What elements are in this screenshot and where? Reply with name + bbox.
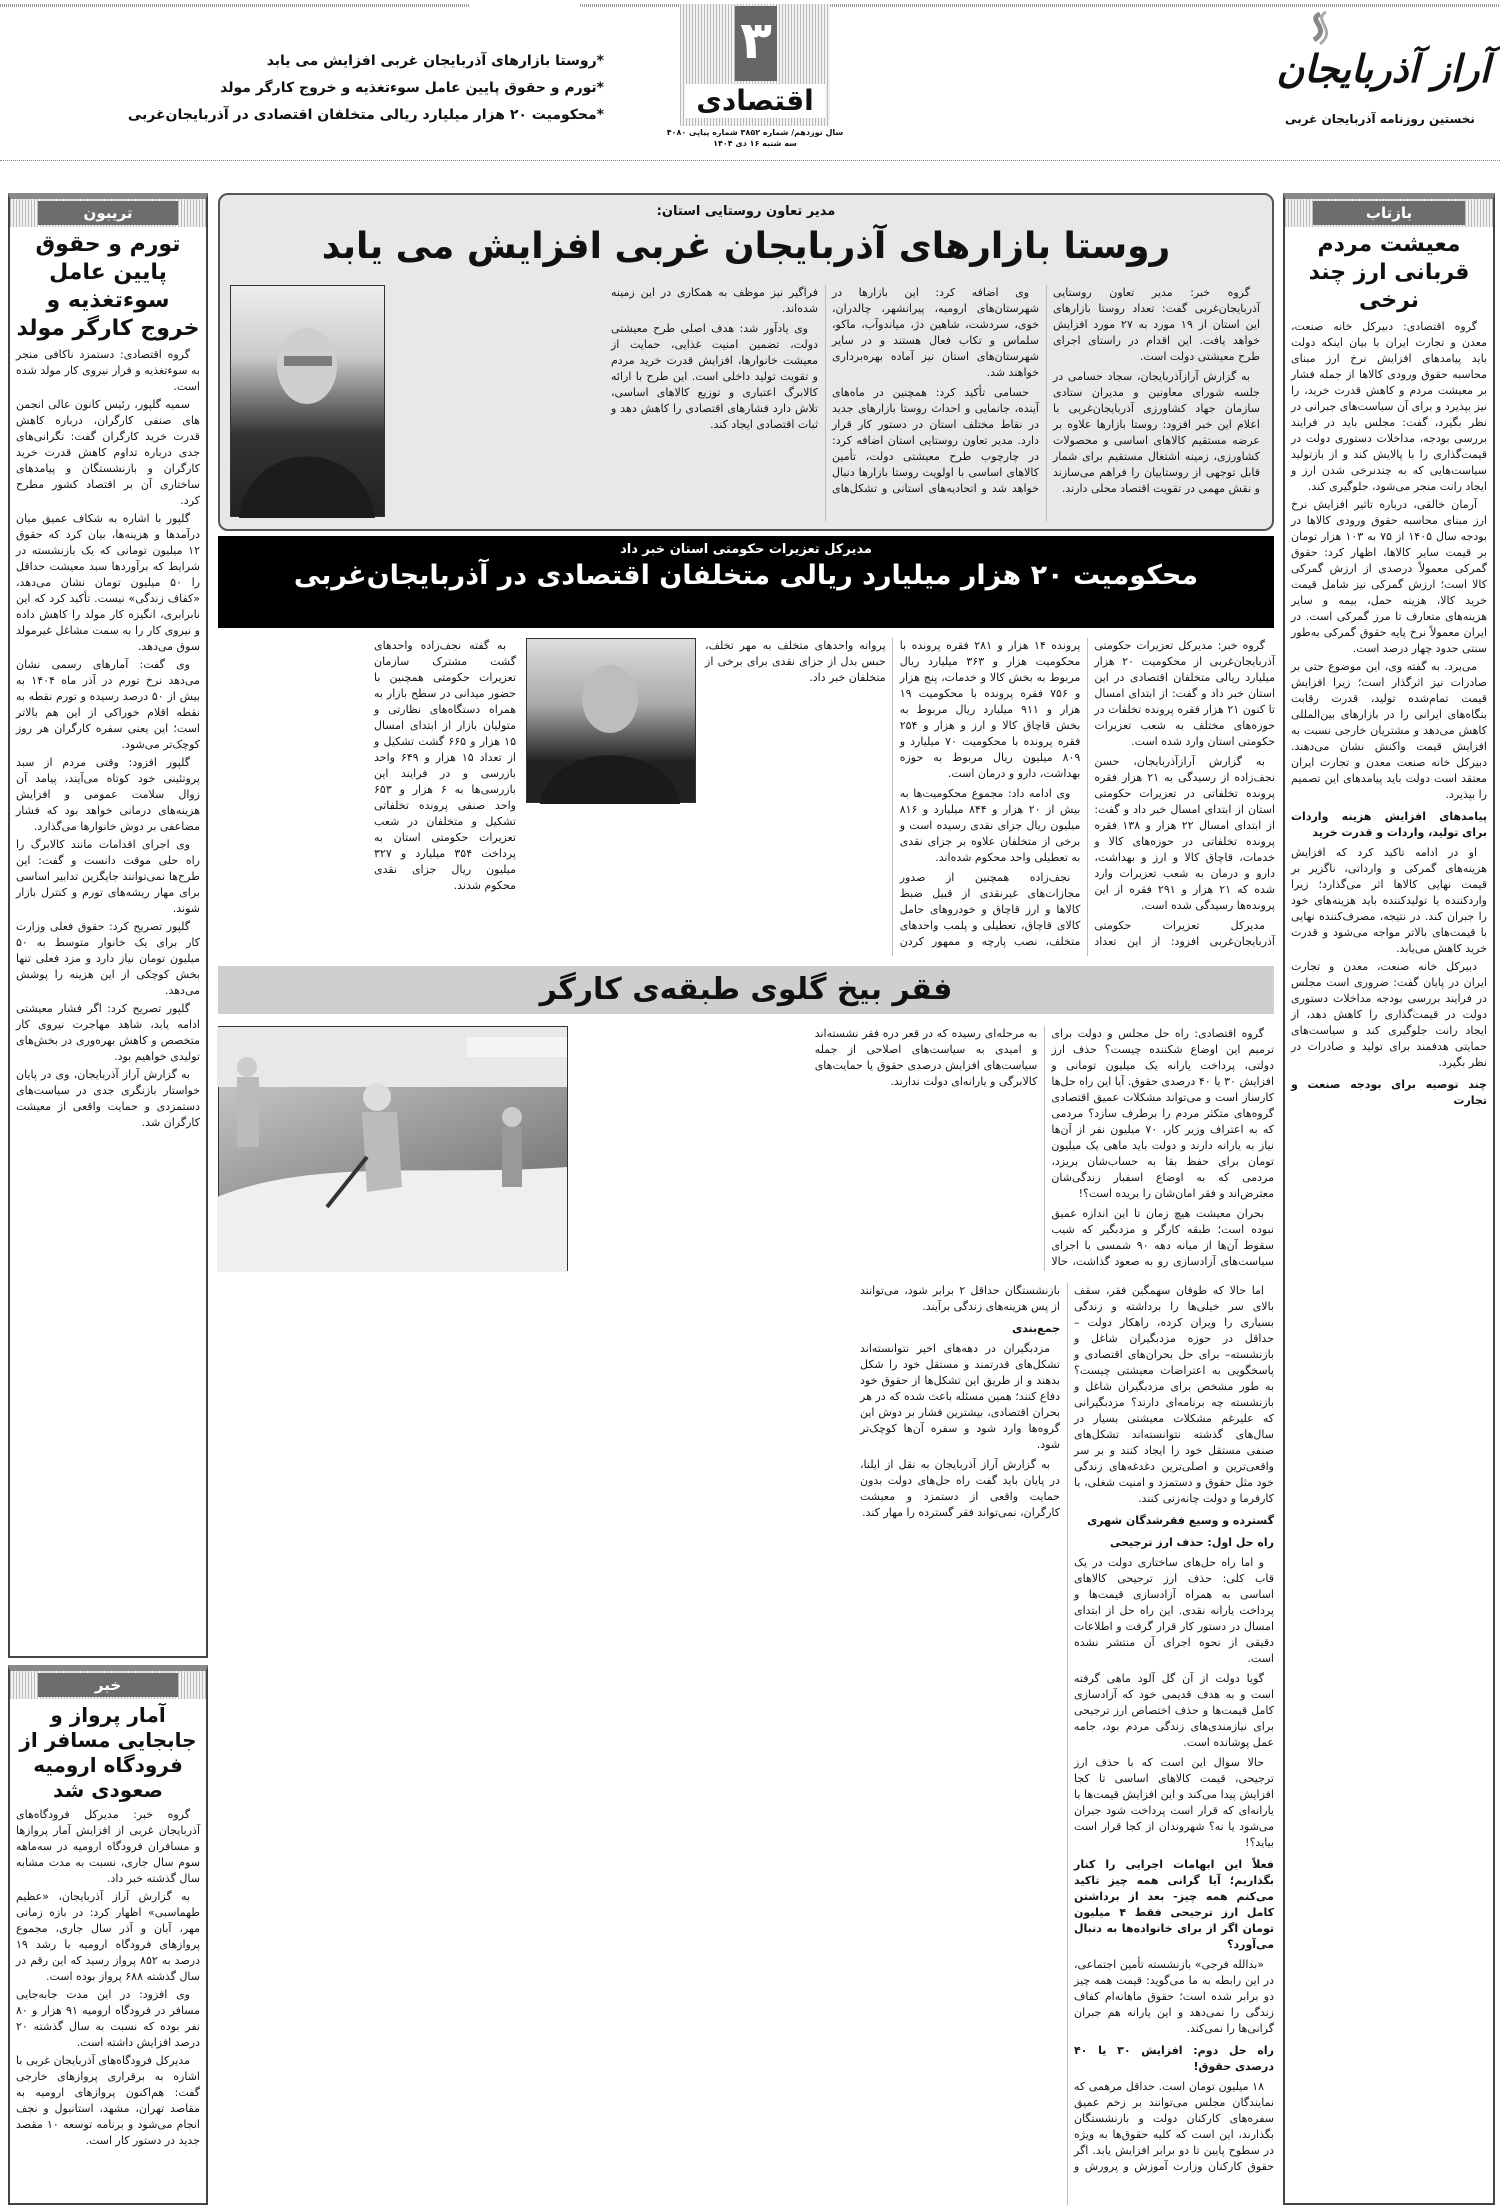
masthead-rule-left bbox=[0, 4, 470, 7]
paragraph: او در ادامه تاکید کرد که افزایش هزینه‌های گمرکی و وارداتی، ناگزیر بر قیمت نهایی کالاها اثر می‌گذارد؛ زیرا واردکننده یا تولیدکننده باید هزینه‌های خود را جبران کند. در نتیجه، مصرف‌کننده نهایی با قیمت‌های بالاتر مواجه می‌شود و قدرت خرید کاهش می‌یابد. bbox=[1291, 846, 1487, 955]
paragraph: گویا دولت از آن گل آلود ماهی گرفته است و به هدف قدیمی خود که آزادسازی کامل قیمت‌ها و حذف اختصاص ارز ترجیحی برای نیازمندی‌های زندگی مردم بود، جامه عمل پوشانده است. bbox=[1074, 1672, 1274, 1749]
news-box bbox=[8, 1665, 208, 2205]
article3-body bbox=[218, 1283, 1274, 2205]
official-portrait-photo bbox=[230, 285, 385, 517]
paragraph: بحران معیشت هیچ زمان تا این اندازه عمیق نبوده است؛ طبقه کارگر و مزدبگیر که شیب سقوط آن‌ها از میانه دهه ۹۰ شمسی با اجرای سیاست‌های آزادسازی رو به صعود گذاشت، حالا به مرحله‌ای رسیده که در قعر دره فقر نشسته‌اند و امیدی به سیاست‌های اصلاحی از جمله سیاست‌های افزایش درصدی حقوق یا حمایت‌های کالابرگی و یارانه‌ای دولت ندارند. bbox=[814, 1027, 1274, 1268]
section-box bbox=[680, 4, 830, 126]
article1-headline[interactable]: روستا بازارهای آذربایجان غربی افزایش می یابد bbox=[321, 226, 1171, 267]
paragraph: گروه اقتصادی: دستمزد ناکافی منجر به سوءتغذیه و فرار نیروی کار مولد شده است. bbox=[16, 348, 200, 393]
paragraph: آرمان خالقی، درباره تاثیر افزایش نرخ ارز مبنای محاسبه حقوق ورودی کالاها در بودجه سال ۱۴۰۵ از ۷۵ به ۱۰۳ هزار تومان بر قیمت سایر کالاها، اظهار کرد: حقوق گمرکی معمولاً درصدی از ارزش گمرکی کالا است؛ ارزش گمرکی نیز شامل قیمت خرید کالا، هزینه حمل، بیمه و سایر هزینه‌های متعارف تا مرز گمرکی است. در ایران معمولاً نرخ پایه حقوق گمرکی به‌طور سنتی حدود چهار درصد است. bbox=[1291, 498, 1487, 655]
section-label-tribune: تریبون bbox=[38, 201, 178, 225]
paragraph: ۱۸ میلیون تومان است. حداقل مرهمی که نمایندگان مجلس می‌توانند بر زخم عمیق سفره‌های کارکنان دولت و بازنشستگان بگذارند، این است که کلیه حقوق‌ها به ویژه در سطوح پایین تا دو برابر افزایش یابد. اگر حقوق کارکنان وزارت آموزش و پرورش و بازنشستگان حداقل ۲ برابر شود، می‌توانند از پس هزینه‌های زندگی برآیند. bbox=[860, 1284, 1274, 2173]
paragraph: و اما راه حل‌های ساختاری دولت در یک قاب کلی: حذف ارز ترجیحی کالاهای اساسی به همراه آزادسازی قیمت‌ها و پرداخت یارانه نقدی. این راه حل از ابتدای امسال در دستور کار قرار گرفت و اطلاعات دقیقی از نحوه اجرای آن منتشر نشده است. bbox=[1074, 1556, 1274, 1665]
article1-kicker: مدیر تعاون روستایی استان: bbox=[656, 204, 836, 219]
paragraph: «بدالله فرجی» بازنشسته تأمین اجتماعی، در این رابطه به ما می‌گوید: قیمت همه چیز دو برابر شده است؛ حقوق ماهانه‌ام کفاف زندگی را نمی‌دهد و این یارانه هم جبران گرانی‌ها را نمی‌کند. bbox=[1074, 1958, 1274, 2035]
paragraph: می‌برد. به گفته وی، این موضوع حتی بر صادرات نیز اثرگذار است؛ زیرا افزایش قیمت تمام‌شده تولید، قدرت رقابت بنگاه‌های ایرانی را در بازارهای بین‌المللی کاهش می‌دهد و مشتریان خارجی نسبت به افزایش قیمت واکنش نشان می‌دهند. دبیرکل خانه صنعت معدن و تجارت ایران معتقد است دولت باید پیامدهای این تصمیم را بپذیرد. bbox=[1291, 660, 1487, 801]
article2-headline[interactable]: محکومیت ۲۰ هزار میلیارد ریالی متخلفان اقتصادی در آذربایجان‌غربی bbox=[293, 560, 1199, 591]
teaser-list bbox=[4, 48, 604, 129]
paragraph: سمیه گلپور، رئیس کانون عالی انجمن های صنفی کارگران، درباره کاهش قدرت خرید کارگران گفت: نگرانی‌های جدی درباره تداوم کاهش قدرت خرید کارگران و بازنشستگان و پیامدهای ساختاری آن بر اقتصاد کشور مطرح کرد. bbox=[16, 398, 200, 507]
paragraph: وی ادامه داد: مجموع محکومیت‌ها به بیش از ۲۰ هزار و ۸۴۴ میلیارد و ۸۱۶ میلیون ریال جزای نقدی رسیده است و برخی از متخلفان علاوه بر جزای نقدی به تعطیلی واحد محکوم شده‌اند. bbox=[899, 787, 1081, 864]
paragraph: به گزارش آراز آذربایجان، «عظیم طهماسبی» اظهار کرد: در بازه زمانی مهر، آبان و آذر سال جاری، مجموع پروازهای فرودگاه ارومیه با رشد ۱۹ درصد به ۸۵۲ پرواز رسید که این رقم در سال گذشته ۶۸۸ پرواز بوده است. bbox=[16, 1890, 201, 1983]
paragraph: گلپور تصریح کرد: حقوق فعلی وزارت کار برای یک خانوار متوسط به ۵۰ میلیون تومان نیاز دارد و مزد فعلی تنها بخش کوچکی از این هزینه را پوشش می‌دهد. bbox=[16, 920, 200, 997]
article3-subhead: گسترده و وسیع فقرشدگان شهری bbox=[1087, 1514, 1274, 1527]
article3-subhead: فعلاً این ابهامات اجرایی را کنار بگذاریم؛ آیا گرانی همه چیز تاکید می‌کنم همه چیز- بعد از برداشتن کامل ارز ترجیحی فقط ۴ میلیون تومان اگر از برای خانواده‌ها به دنبال می‌آورد؟ bbox=[1074, 1858, 1274, 1951]
paragraph: گلپور تصریح کرد: اگر فشار معیشتی ادامه یابد، شاهد مهاجرت نیروی کار متخصص و کاهش بهره‌وری در بخش‌های تولیدی خواهیم بود. bbox=[16, 1002, 200, 1063]
baztab-paragraphs bbox=[1291, 319, 1487, 803]
article3-part4 bbox=[860, 1341, 1060, 1521]
paragraph: مدیرکل تعزیرات حکومتی آذربایجان‌غربی افزود: از این تعداد پرونده ۱۴ هزار و ۲۸۱ فقره پرونده با محکومیت هزار و ۳۶۳ میلیارد ریال مربوط به بخش کالا و خدمات، پنج هزار و ۷۵۶ فقره پرونده با محکومیت ۱۹ هزار و ۹۱۱ میلیارد ریال مربوط به بخش قاچاق کالا و ارز و هزار و ۲۵۴ فقره پرونده با محکومیت ۷۰ میلیارد و ۸۰۹ میلیون ریال مربوط به حوزه بهداشت، دارو و درمان است. bbox=[899, 639, 1275, 948]
paragraph: وی اجرای اقدامات مانند کالابرگ را راه حلی موقت دانست و گفت: این طرح‌ها نمی‌توانند جایگزین تدابیر اساسی برای مهار ریشه‌های تورم و کنترل بازار شوند. bbox=[16, 838, 200, 915]
article2-body-right bbox=[705, 638, 1275, 956]
baztab-headline[interactable]: معیشت مردم قربانی ارز چند نرخی bbox=[1308, 232, 1470, 313]
tazirat-banner bbox=[218, 536, 1274, 628]
paragraph: به گزارش آراز آذربایجان، وی در پایان خواستار بازنگری جدی در سیاست‌های دستمزدی و حمایت واقعی از معیشت کارگران شد. bbox=[16, 1068, 200, 1129]
baztab-box bbox=[1283, 193, 1495, 2205]
section-label-baztab: بازتاب bbox=[1313, 201, 1465, 225]
logo-text: آراز آذربایجان bbox=[1276, 46, 1490, 91]
paragraph: به گزارش آراز آذربایجان به نقل از ایلنا، در پایان باید گفت راه حل‌های دولت بدون حمایت واقعی از دستمزد و معیشت کارگران، نمی‌تواند فقر گسترده را مهار کند. bbox=[860, 1458, 1060, 1519]
paragraph: گروه اقتصادی: دبیرکل خانه صنعت، معدن و تجارت ایران با بیان اینکه دولت باید پیامدهای افزایش نرخ ارز مبنای محاسبه حقوق ورودی کالاها از جمله فشار بر معیشت مردم و کاهش قدرت خرید، را نیز بپذیرد و برای آن سیاست‌های جبرانی در نظر بگیرد، گفت: مجلس باید در فرایند بررسی بودجه، مداخلات دستوری دولت در قیمت‌گذاری را با پالایش کند و از بازتولید سیاست‌هایی که به چندنرخی شدن ارز و ایجاد رانت منجر می‌شود، جلوگیری کند. bbox=[1291, 320, 1487, 493]
paragraph: مدیرکل فرودگاه‌های آذربایجان غربی با اشاره به برقراری پروازهای خارجی گفت: هم‌اکنون پروازهای ارومیه به مقاصد تهران، مشهد، استانبول و نجف انجام می‌شود و برنامه توسعه ۱۰ مقصد جدید در دستور کار است. bbox=[16, 2054, 200, 2147]
tribune-headline[interactable]: تورم و حقوق پایین عامل سوءتغذیه و خروج کارگر مولد bbox=[16, 232, 200, 341]
paragraph: نجف‌زاده همچنین از صدور مجازات‌های غیرنقدی از قبیل ضبط کالاها و ارز قاچاق و خودروهای حامل کالای قاچاق، تعطیلی و پلمب واحدهای متخلف، نصب پارچه و ممهور کردن پروانه واحدهای متخلف به مهر تخلف، حبس بدل از جزای نقدی برای برخی از متخلفان خبر داد. bbox=[705, 639, 1081, 948]
paragraph: گروه خبر: مدیرکل فرودگاه‌های آذربایجان غربی از افزایش آمار پروازها و مسافران فرودگاه ارومیه در سه‌ماهه سوم سال جاری، نسبت به مدت مشابه سال گذشته خبر داد. bbox=[16, 1808, 200, 1885]
issue-line: سال نوزدهم/ شماره ۳۸۵۲ شماره پیاپی ۴۰۸۰ bbox=[666, 128, 844, 137]
paragraph: وی گفت: آمارهای رسمی نشان می‌دهد نرخ تورم در آذر ماه ۱۴۰۴ به بیش از ۵۰ درصد رسیده و تورم نقطه به نقطه اقلام خوراکی از این هم بالاتر است؛ این یعنی سفره کارگران هر روز کوچک‌تر می‌شود. bbox=[16, 658, 200, 751]
paragraph: به گفته نجف‌زاده واحدهای گشت مشترک سازمان تعزیرات حکومتی همچنین با حضور میدانی در سطح بازار به همراه دستگاه‌های نظارتی و متولیان بازار از ابتدای امسال ۱۵ هزار و ۶۶۵ گشت تشکیل و از تعداد ۱۵ هزار و ۶۴۹ واحد بازرسی و در فرایند این بازرسی‌ها به ۶ هزار و ۶۵۳ واحد صنفی پرونده تخلفاتی تشکیل و متخلفان در شعب تعزیرات حکومتی استان به پرداخت ۳۵۴ میلیارد و ۳۲۷ میلیون ریال جزای نقدی محکوم شدند. bbox=[374, 639, 516, 892]
paragraph: گلپور با اشاره به شکاف عمیق میان درآمدها و هزینه‌ها، بیان کرد که حقوق ۱۲ میلیون تومانی که یک بازنشسته در شرایط که برآوردها سبد معیشت حداقل را ۵۰ میلیون تومان نشان می‌دهد، «کفاف زندگی» نیست. تأکید کرد که این نابرابری، انگیزه کار مولد را کاهش داده و نیروی کار را به سمت مشاغل غیرمولد سوق می‌دهد. bbox=[16, 512, 201, 653]
article3-subhead: جمع‌بندی bbox=[1012, 1322, 1060, 1335]
construction-workers-icon bbox=[217, 1027, 567, 1272]
article3-lead bbox=[578, 1026, 1274, 1271]
paragraph: گروه خبر: مدیرکل تعزیرات حکومتی آذربایجان‌غربی از محکومیت ۲۰ هزار میلیارد ریالی متخلفان اقتصادی در این استان خبر داد و گفت: از ابتدای امسال تا کنون ۲۱ هزار فقره پرونده تخلفات در حوزه‌های مختلف به شعب تعزیرات حکومتی استان وارد شده است. bbox=[1094, 639, 1275, 748]
paragraph: وی اضافه کرد: این بازارها در شهرستان‌های ارومیه، پیرانشهر، چالدران، خوی، سردشت، شاهین دژ، میاندوآب، ماکو، سلماس و تکاب فعال هستند و در سایر شهرستان‌های استان نیز آماده بهره‌برداری خواهند شد. bbox=[832, 286, 1039, 379]
portrait-figure-icon bbox=[525, 639, 695, 804]
baztab-subhead: پیامدهای افزایش هزینه واردات برای تولید، واردات و قدرت خرید bbox=[1291, 810, 1487, 839]
section-name: اقتصادی bbox=[685, 84, 825, 118]
article2-kicker: مدیرکل تعزیرات حکومتی استان خبر داد bbox=[620, 542, 872, 557]
baztab-subhead: چند توصیه برای بودجه صنعت و تجارت bbox=[1291, 1078, 1487, 1107]
article3-part2 bbox=[1074, 1957, 1274, 2037]
paragraph: وی افزود: در این مدت جابه‌جایی مسافر در فرودگاه ارومیه ۹۱ هزار و ۸۰ نفر بوده که نسبت به سال گذشته ۲۰ درصد افزایش داشته است. bbox=[16, 1988, 200, 2049]
paragraph: مزدبگیران در دهه‌های اخیر نتوانسته‌اند تشکل‌های قدرتمند و مستقل خود را شکل بدهند و از طریق این تشکل‌ها از حقوق خود دفاع کنند؛ همین مسئله باعث شده که در هر بحران اقتصادی، بیشترین فشار بر دوش این گروه‌ها وارد شود و سفره آن‌ها کوچک‌تر شود. bbox=[860, 1342, 1060, 1451]
paragraph: به گزارش آرازآذربایجان، سجاد حسامی در جلسه شورای معاونین و مدیران ستادی سازمان جهاد کشاورزی آذربایجان‌غربی با اعلام این خبر افزود: روستا بازارها علاوه بر عرضه مستقیم کالاهای اساسی و محصولات کشاورزی، زمینه اشتغال مستقیم برای شمار قابل توجهی از روستاییان را فراهم می‌سازند و نقش مهمی در تقویت اقتصاد محلی دارند. bbox=[1053, 370, 1260, 495]
section-label-news: خبر bbox=[38, 1673, 178, 1697]
rural-markets-article bbox=[218, 193, 1274, 531]
article3-part1 bbox=[1074, 1555, 1274, 1851]
workers-photo bbox=[218, 1026, 568, 1271]
airport-body bbox=[10, 1807, 206, 2149]
teaser-item[interactable]: *روستا بازارهای آذربایجان غربی افزایش می یابد bbox=[266, 53, 604, 69]
article3-lead-continued bbox=[1074, 1283, 1274, 1507]
paragraph: دبیرکل خانه صنعت، معدن و تجارت ایران در پایان گفت: ضروری است مجلس در فرایند بررسی بودجه مداخلات دستوری دولت در قیمت‌گذاری را کاهش دهد، از ایجاد رانت جلوگیری کند و سیاست‌های حمایتی هدفمند برای تولید و صادرات در نظر بگیرد. bbox=[1291, 960, 1487, 1069]
portrait-figure-icon bbox=[229, 286, 384, 518]
page-number: ۳ bbox=[735, 6, 777, 81]
baztab-paragraphs-2 bbox=[1291, 845, 1487, 1071]
paragraph: گروه خبر: مدیر تعاون روستایی آذربایجان‌غربی گفت: تعداد روستا بازارهای این استان از ۱۹ مورد به ۲۷ مورد افزایش خواهد یافت. این اقدام در راستای اجرای طرح معیشتی دولت است. bbox=[1053, 286, 1261, 363]
article2-body-left bbox=[218, 638, 516, 956]
article3-subhead: راه حل دوم: افزایش ۳۰ یا ۴۰ درصدی حقوق! bbox=[1074, 2044, 1275, 2073]
paragraph: به گزارش آرازآذربایجان، حسن نجف‌زاده از رسیدگی به ۲۱ هزار فقره پرونده تخلفاتی در تعزیرات حکومتی استان از ابتدای امسال خبر داد و گفت: از ابتدای امسال ۲۲ هزار و ۱۳۸ فقره پرونده تخلفاتی در حوزه‌های کالا و خدمات، قاچاق کالا و ارز و بهداشت، دارو و درمان به شعب تعزیرات وارد شده که ۲۱ هزار و ۲۹۱ فقره از این پرونده‌ها رسیدگی شده است. bbox=[1094, 755, 1276, 912]
tazirat-official-photo bbox=[526, 638, 696, 803]
paragraph: حسامی تأکید کرد: همچنین در ماه‌های آینده، جانمایی و احداث روستا بازارهای جدید در نقاط مختلف استان در دستور کار قرار دارد. مدیر تعاون روستایی استان اضافه کرد: در چارچوب طرح معیشتی دولت، تأمین کالاهای اساسی با اولویت روستا بازارها دنبال خواهد شد و اتحادیه‌های استانی و تشکل‌های فراگیر نیز موظف به همکاری در این زمینه شده‌اند. bbox=[611, 286, 1039, 495]
newspaper-logo bbox=[1160, 10, 1490, 105]
tribune-body bbox=[10, 347, 206, 1131]
paragraph: اما حالا که طوفان سهمگین فقر، سقف بالای سر خیلی‌ها را برداشته و زندگی بسیاری را ویران کرده، راهکار دولت –حداقل در حوزه مزدبگیران شاغل و بازنشسته– برای حل بحران‌های اقتصادی و پاسخگویی به اعتراضات معیشتی چیست؟ به طور مشخص برای مزدبگیران شاغل و بازنشسته چه برنامه‌ای دارند؟ مزدبگیرانی که علیرغم مشکلات معیشتی بسیار در سال‌های گذشته نتوانسته‌اند تشکل‌های صنفی مستقل خود را ایجاد کنند و بر سر واقعی‌ترین و اصلی‌ترین دغدغه‌های زندگی خود مثل حقوق و دستمزد و امنیت شغلی، با کارفرما و دولت چانه‌زنی کنند. bbox=[1074, 1284, 1274, 1505]
paragraph: وی یادآور شد: هدف اصلی طرح معیشتی دولت، تضمین امنیت غذایی، حمایت از معیشت خانوارها، افزایش قدرت خرید مردم و تقویت تولید داخلی است. این طرح با ارائه کالابرگ اعتباری و توزیع کالاهای اساسی، تلاش دارد فشارهای اقتصادی را کاهش دهد و ثبات اقتصادی ایجاد کند. bbox=[611, 322, 818, 431]
teaser-item[interactable]: *محکومیت ۲۰ هزار میلیارد ریالی متخلفان اقتصادی در آذربایجان‌غربی bbox=[127, 107, 604, 123]
paragraph: گروه اقتصادی: راه حل مجلس و دولت برای ترمیم این اوضاع شکننده چیست؟ حذف ارز دولتی، پرداخت یارانه یک میلیون تومانی و افزایش ۳۰ یا ۴۰ درصدی حقوق. آیا این راه حل‌ها کارساز است و می‌تواند مشکلات عمیق اقتصادی گروه‌های متکثر مردم را برطرف سازد؟ مردمی که به اعتراف وزیر کار، ۷۰ میلیون نفر از آن‌ها نیاز به یارانه دارند و دولت باید ماهی یک میلیون تومان برای حفظ بقا به حساب‌شان بریزد، مردمی که به اوضاع اسفبار زندگی‌شان معترض‌اند و فقر امان‌شان را بریده است؟! bbox=[1051, 1027, 1274, 1200]
tribune-box bbox=[8, 193, 208, 1658]
paragraph: گلپور افزود: وقتی مردم از سبد پروتئینی خود کوتاه می‌آیند، پیامد آن زوال سلامت عمومی و افزایش هزینه‌های درمانی خواهد بود که فشار مضاعفی بر دوش خانوارها می‌گذارد. bbox=[16, 756, 200, 833]
teaser-item[interactable]: *تورم و حقوق پایین عامل سوءتغذیه و خروج کارگر مولد bbox=[220, 80, 604, 96]
article1-body bbox=[390, 285, 1260, 521]
issue-info bbox=[655, 127, 855, 149]
article3-subhead: راه حل اول: حذف ارز ترجیحی bbox=[1110, 1536, 1274, 1549]
airport-headline[interactable]: آمار پرواز و جابجایی مسافر از فرودگاه ارومیه صعودی شد bbox=[19, 1703, 197, 1802]
masthead-divider bbox=[0, 160, 1500, 161]
date-line: سه شنبه ۱۶ دی ۱۴۰۴ bbox=[713, 139, 797, 148]
tagline: نخستین روزنامه آذربایجان غربی bbox=[1285, 112, 1475, 126]
article3-headline[interactable]: فقر بیخ گلوی طبقه‌ی کارگر bbox=[218, 966, 1274, 1014]
paragraph: حالا سوال این است که با حذف ارز ترجیحی، قیمت کالاهای اساسی تا کجا افزایش پیدا می‌کند و این افزایش قیمت‌ها با یارانه‌ای که قرار است پرداخت شود جبران می‌شود یا نه؟ شهروندان از کجا قرار است بیاید؟! bbox=[1074, 1756, 1274, 1849]
baztab-body bbox=[1285, 319, 1493, 1109]
